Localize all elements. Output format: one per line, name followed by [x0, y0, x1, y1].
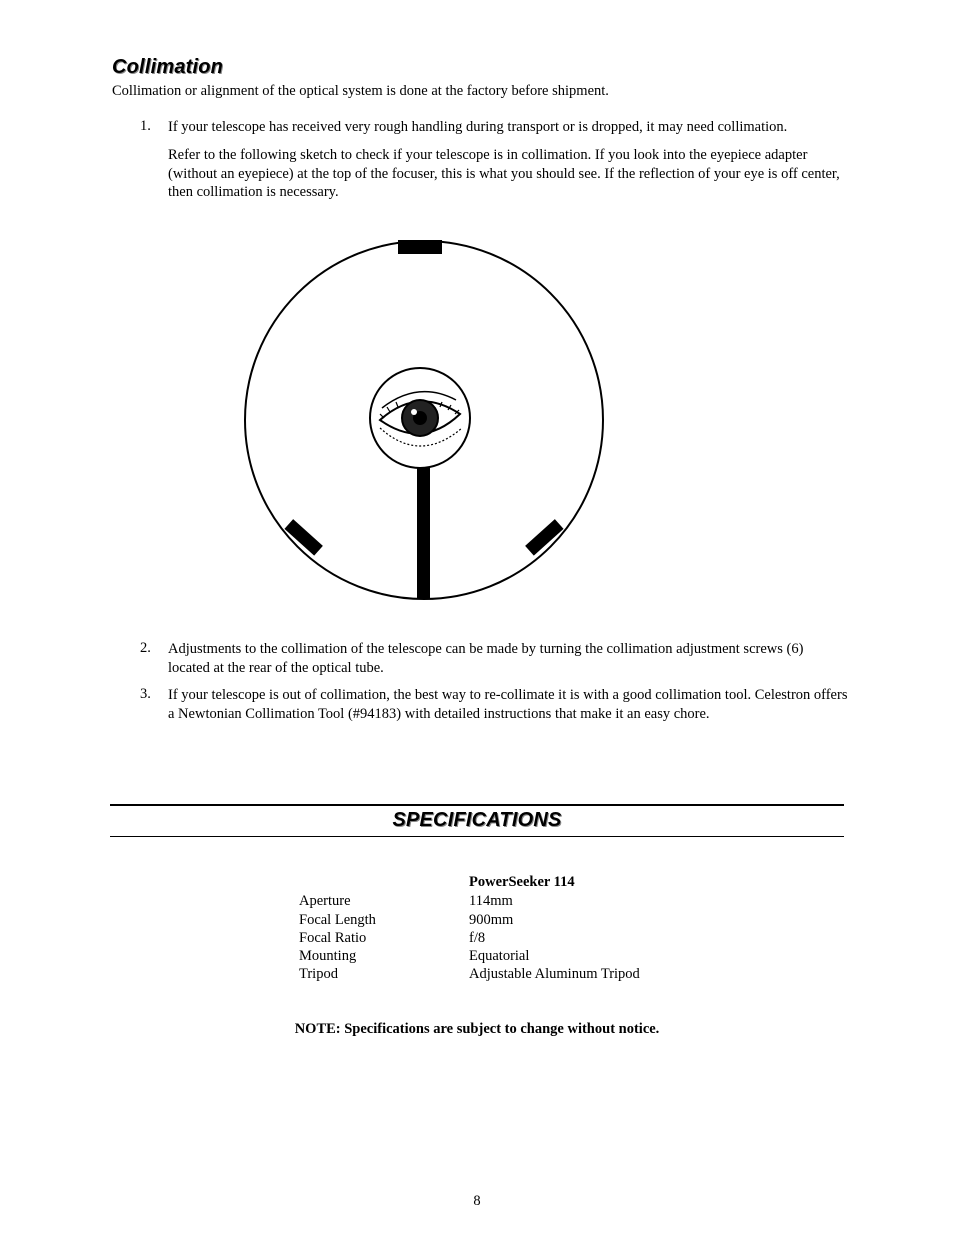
- specifications-heading: SPECIFICATIONS: [392, 809, 562, 831]
- collimation-heading: Collimation: [112, 56, 224, 78]
- secondary-vane-top: [398, 240, 442, 254]
- item-1-sketch-instructions: Refer to the following sketch to check if your telescope is in collimation. If you look into the eyepiece adapter (without an eyepiece) at the top of the focuser, this is what you should see. If the reflection of your eye is off center, then collimation is necessary.: [168, 147, 840, 200]
- spec-label-aperture: Aperture: [299, 893, 351, 909]
- spec-label-mounting: Mounting: [299, 948, 357, 964]
- section-rule-top: [110, 804, 844, 806]
- spec-value-mounting: Equatorial: [469, 948, 530, 964]
- specifications-note: NOTE: Specifications are subject to change without notice.: [294, 1021, 660, 1037]
- spec-value-focal-length: 900mm: [469, 912, 514, 928]
- spec-value-tripod: Adjustable Aluminum Tripod: [469, 966, 640, 982]
- collimation-sketch: [230, 232, 620, 602]
- spec-value-aperture: 114mm: [469, 893, 513, 909]
- page-number: 8: [473, 1193, 481, 1209]
- item-2-text: Adjustments to the collimation of the telescope can be made by turning the collimation adjustment screws (6) located at the rear of the optical tube.: [168, 641, 804, 676]
- item-2-number: 2.: [140, 640, 151, 656]
- item-1-text: If your telescope has received very rough handling during transport or is dropped, it may need collimation.: [168, 119, 788, 135]
- item-1-number: 1.: [140, 118, 151, 134]
- spec-label-focal-length: Focal Length: [299, 912, 376, 928]
- spec-label-focal-ratio: Focal Ratio: [299, 930, 367, 946]
- spec-label-tripod: Tripod: [299, 966, 338, 982]
- spec-value-focal-ratio: f/8: [469, 930, 486, 946]
- item-3-text: If your telescope is out of collimation, the best way to re-collimate it is with a good collimation tool. Celestron offers a Newtonian Collimation Tool (#94183) with detailed instructions that make it an easy chore.: [168, 687, 848, 722]
- item-3-number: 3.: [140, 686, 151, 702]
- section-rule-bottom: [110, 836, 844, 837]
- spider-vane-bottom: [417, 466, 430, 598]
- secondary-vane-right: [525, 519, 563, 555]
- collimation-intro: Collimation or alignment of the optical system is done at the factory before shipment.: [112, 83, 609, 99]
- spec-model-header: PowerSeeker 114: [469, 874, 575, 890]
- secondary-vane-left: [284, 519, 322, 555]
